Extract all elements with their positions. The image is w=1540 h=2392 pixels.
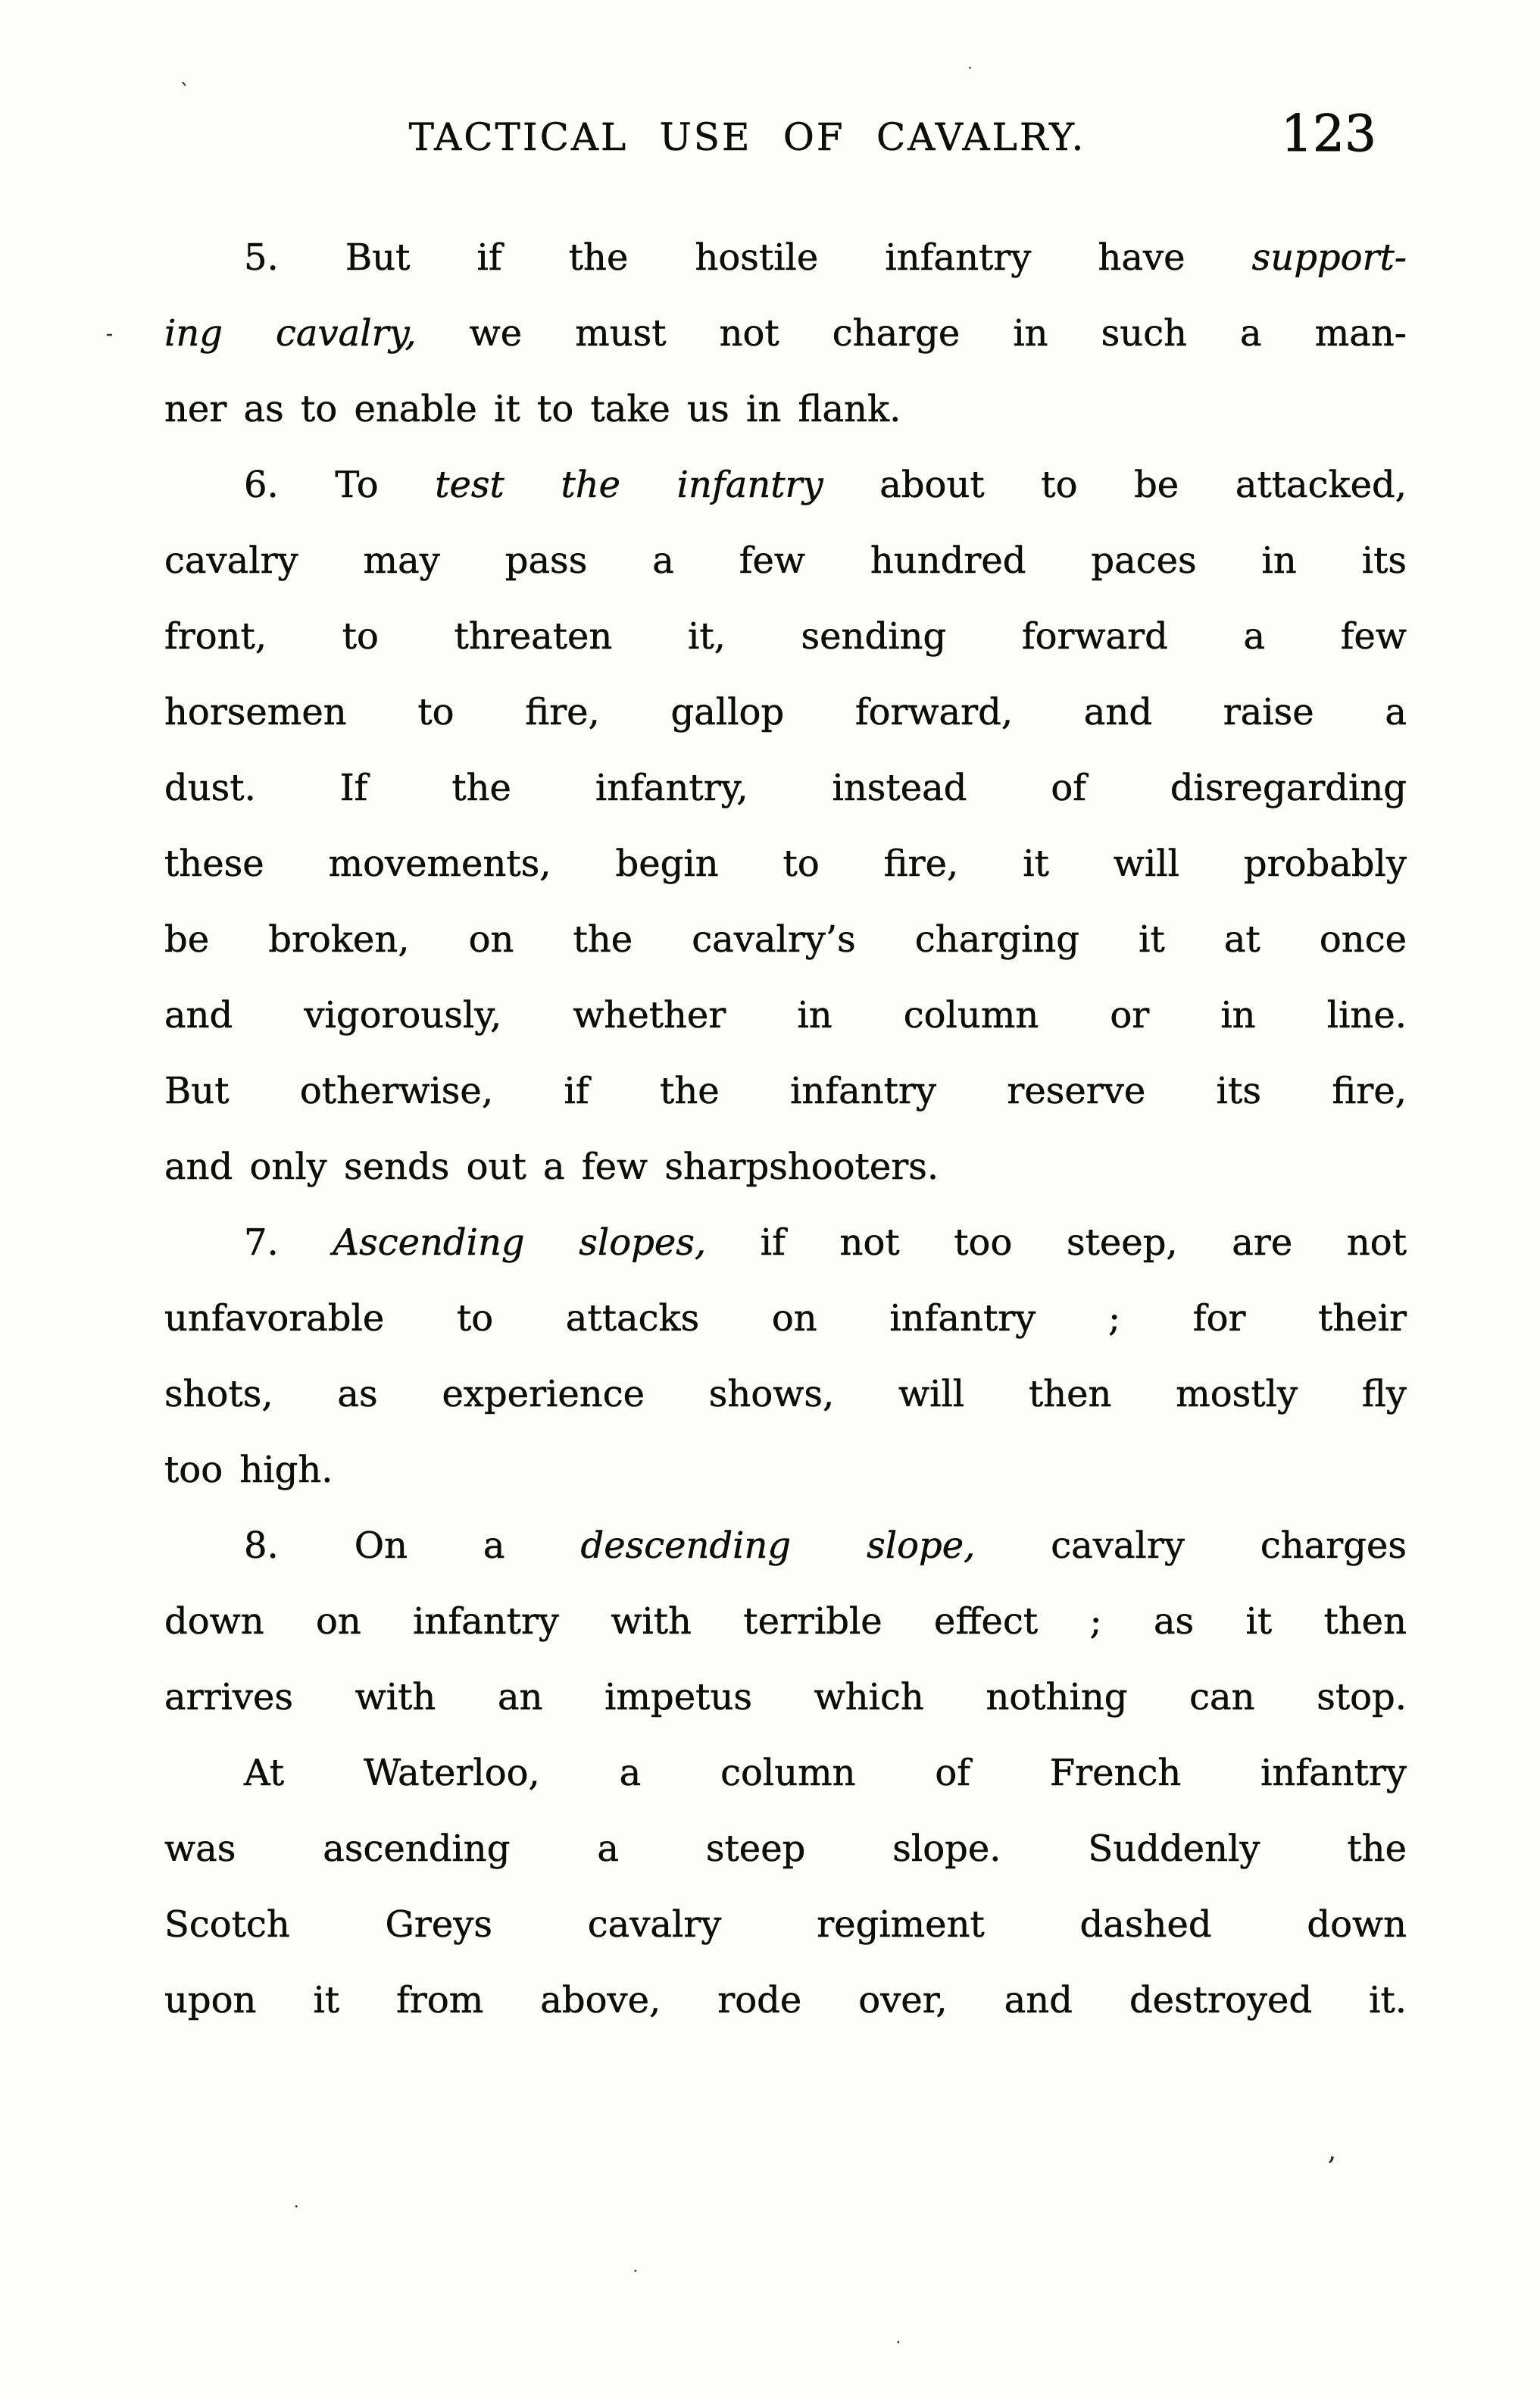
text-run: arrives with an impetus which nothing can stop. xyxy=(164,1676,1407,1718)
scan-speck: ` xyxy=(180,80,189,102)
text-run: But otherwise, if the infantry reserve its fire, xyxy=(164,1070,1407,1112)
text-run: and vigorously, whether in column or in line. xyxy=(164,994,1407,1037)
paragraph-5 xyxy=(164,220,1407,447)
text-line xyxy=(164,1129,1407,1205)
scan-speck: , xyxy=(1328,2136,1336,2166)
italic-run: support- xyxy=(1251,236,1407,279)
text-line xyxy=(164,1508,1407,1584)
text-line xyxy=(164,1356,1407,1432)
text-run: Scotch Greys cavalry regiment dashed down xyxy=(164,1903,1407,1946)
scan-speck: . xyxy=(294,2193,299,2211)
text-run: cavalry may pass a few hundred paces in its xyxy=(164,539,1407,582)
text-line xyxy=(164,220,1407,295)
text-line xyxy=(164,1811,1407,1887)
paragraph-7 xyxy=(164,1205,1407,1508)
paragraph-6 xyxy=(164,447,1407,1205)
text-line xyxy=(164,371,1407,447)
paragraph-waterloo xyxy=(164,1735,1407,2038)
body-text xyxy=(164,220,1407,2038)
italic-run: ing cavalry, xyxy=(164,312,417,355)
text-line xyxy=(164,750,1407,826)
text-run: 6. To xyxy=(244,464,436,506)
text-line xyxy=(164,1205,1407,1280)
running-header-title: TACTICAL USE OF CAVALRY. xyxy=(408,115,1086,159)
text-run: about to be attacked, xyxy=(823,464,1407,506)
text-run: we must not charge in such a man- xyxy=(416,312,1407,355)
text-line xyxy=(164,674,1407,750)
text-run: 5. But if the hostile infantry have xyxy=(244,236,1252,279)
text-run: down on infantry with terrible effect ; as it then xyxy=(164,1600,1407,1643)
text-run: dust. If the infantry, instead of disregarding xyxy=(164,767,1407,809)
text-line xyxy=(164,1432,1407,1508)
page-number: 123 xyxy=(1281,105,1376,163)
text-run: was ascending a steep slope. Suddenly the xyxy=(164,1828,1407,1870)
text-line xyxy=(164,826,1407,902)
italic-run: test the infantry xyxy=(435,464,823,506)
running-header xyxy=(0,105,1540,179)
text-line xyxy=(164,523,1407,599)
text-line xyxy=(164,1659,1407,1735)
text-run: 7. xyxy=(244,1221,333,1264)
text-line xyxy=(164,1584,1407,1659)
text-run: if not too steep, are not xyxy=(706,1221,1407,1264)
text-run: horsemen to fire, gallop forward, and raise a xyxy=(164,691,1407,733)
text-line xyxy=(164,1280,1407,1356)
scan-speck: · xyxy=(968,61,973,75)
text-line xyxy=(164,1735,1407,1811)
text-run: and only sends out a few sharpshooters. xyxy=(164,1146,939,1188)
text-line xyxy=(164,599,1407,674)
text-run: shots, as experience shows, will then mostly fly xyxy=(164,1373,1407,1415)
text-run: be broken, on the cavalry’s charging it at once xyxy=(164,918,1407,961)
text-line xyxy=(164,295,1407,371)
scan-speck: . xyxy=(633,2259,638,2275)
text-run: 8. On a xyxy=(244,1524,581,1567)
text-run: too high. xyxy=(164,1449,333,1491)
scan-speck: . xyxy=(896,2331,901,2347)
text-line xyxy=(164,1053,1407,1129)
text-line xyxy=(164,1887,1407,1962)
scan-speck: - xyxy=(106,323,113,346)
text-run: ner as to enable it to take us in flank. xyxy=(164,388,901,430)
text-line xyxy=(164,447,1407,523)
text-run: front, to threaten it, sending forward a few xyxy=(164,615,1407,658)
paragraph-8 xyxy=(164,1508,1407,1735)
text-run: cavalry charges xyxy=(975,1524,1407,1567)
text-line xyxy=(164,902,1407,977)
text-run: At Waterloo, a column of French infantry xyxy=(244,1752,1407,1794)
text-line xyxy=(164,1962,1407,2038)
italic-run: Ascending slopes, xyxy=(333,1221,707,1264)
text-run: unfavorable to attacks on infantry ; for their xyxy=(164,1297,1407,1340)
text-run: these movements, begin to fire, it will probably xyxy=(164,843,1407,885)
text-line xyxy=(164,977,1407,1053)
italic-run: descending slope, xyxy=(580,1524,976,1567)
text-run: upon it from above, rode over, and destroyed it. xyxy=(164,1979,1407,2021)
